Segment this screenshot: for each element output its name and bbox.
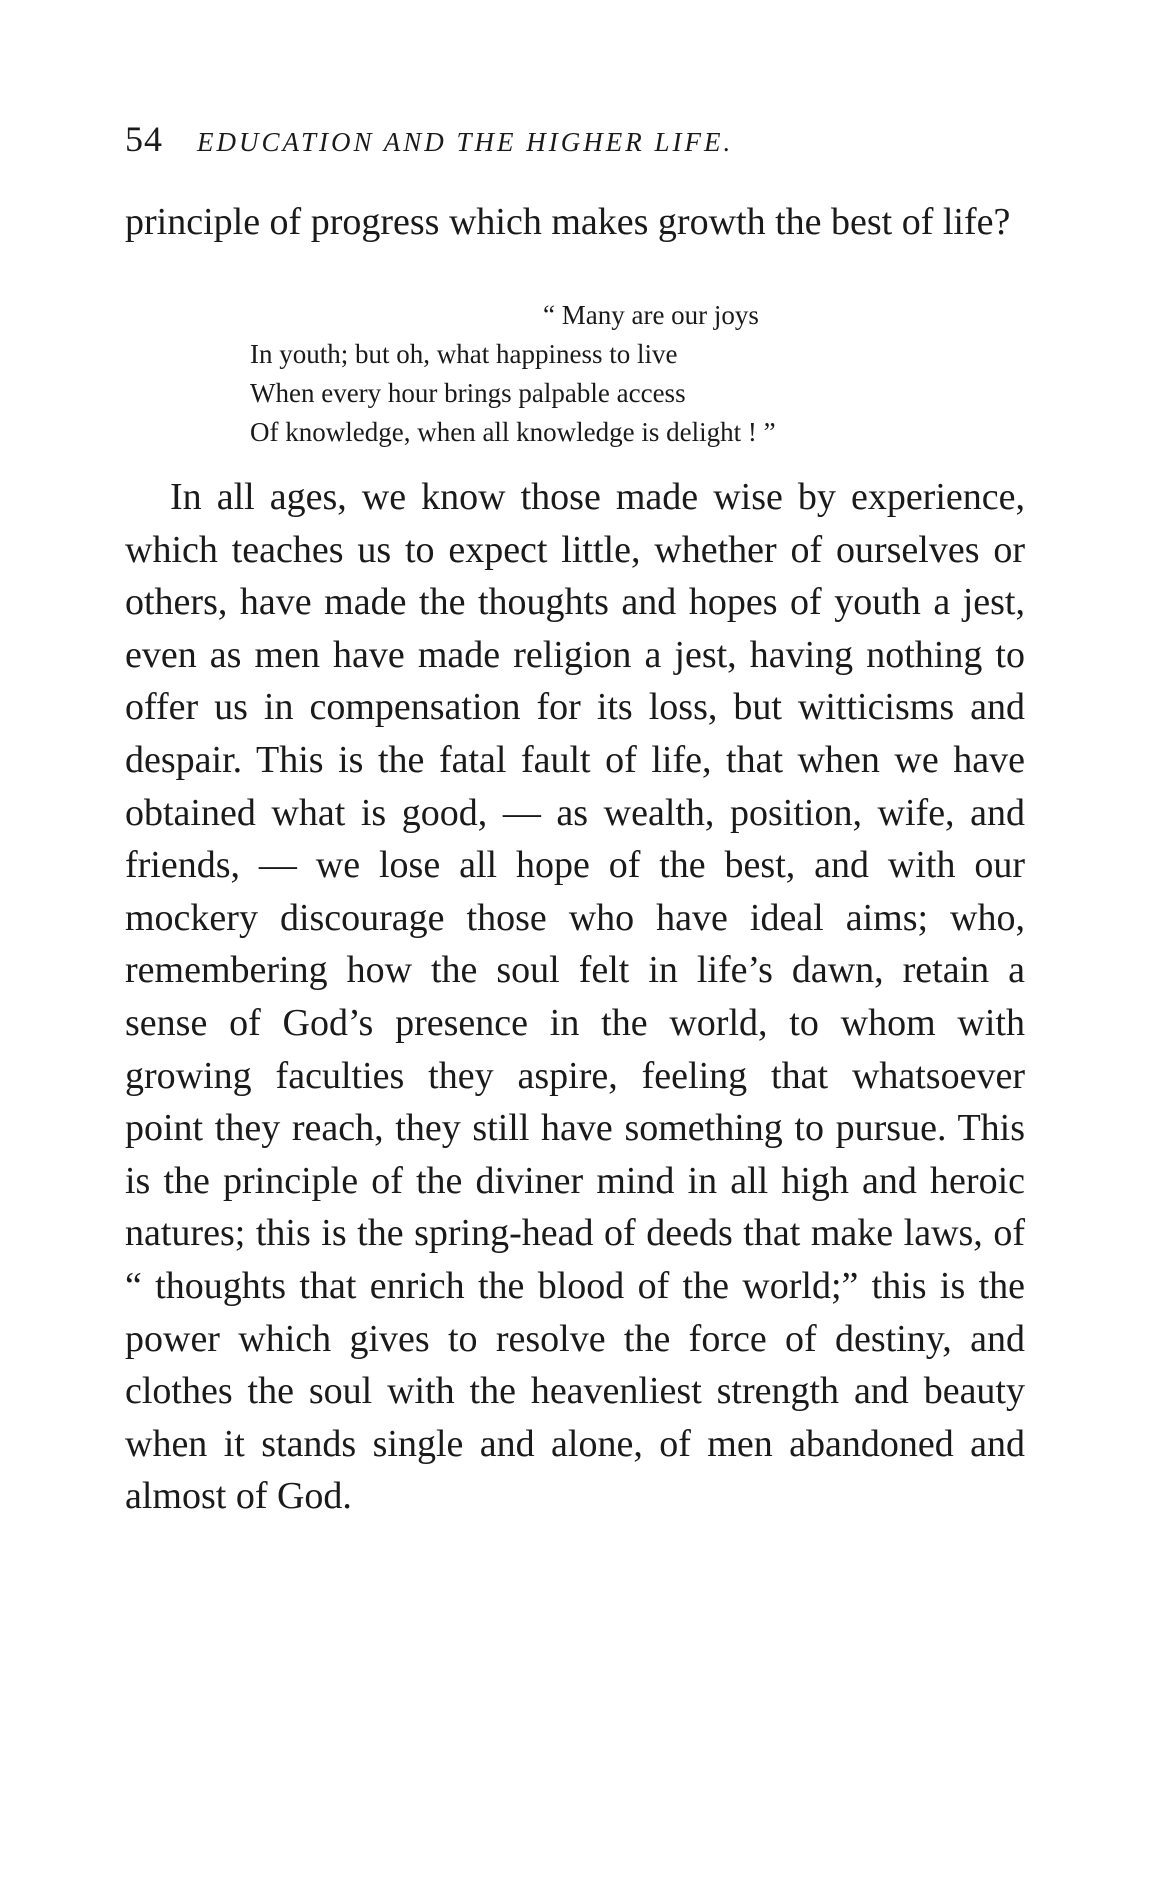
poem-line: In youth; but oh, what happiness to live: [250, 339, 678, 369]
running-head: [125, 118, 1025, 158]
opening-paragraph: principle of progress which makes growth the best of life?: [125, 201, 1011, 243]
poem-line: When every hour brings palpable access: [250, 378, 686, 408]
poem-quotation: [250, 296, 1010, 452]
poem-line: Of knowledge, when all knowledge is delight ! ”: [250, 417, 776, 447]
main-paragraph: In all ages, we know those made wise by experience, which teaches us to expect little, whether of ourselves or others, have made the thoughts and hopes of youth a jest, even as men have made religion a jest, having nothing to offer us in compensation for its loss, but witticisms and despair. This is the fatal fault of life, that when we have obtained what is good, — as wealth, position, wife, and friends, — we lose all hope of the best, and with our mockery discourage those who have ideal aims; who, remembering how the soul felt in life’s dawn, retain a sense of God’s presence in the world, to whom with growing faculties they aspire, feeling that whatsoever point they reach, they still have something to pursue. This is the principle of the diviner mind in all high and heroic natures; this is the spring-head of deeds that make laws, of “ thoughts that enrich the blood of the world;” this is the power which gives to resolve the force of destiny, and clothes the soul with the heavenliest strength and beauty when it stands single and alone, of men abandoned and almost of God.: [125, 476, 1025, 1518]
running-title: EDUCATION AND THE HIGHER LIFE.: [197, 127, 734, 157]
page-number: 54: [125, 119, 163, 159]
poem-line: “ Many are our joys: [543, 300, 759, 330]
